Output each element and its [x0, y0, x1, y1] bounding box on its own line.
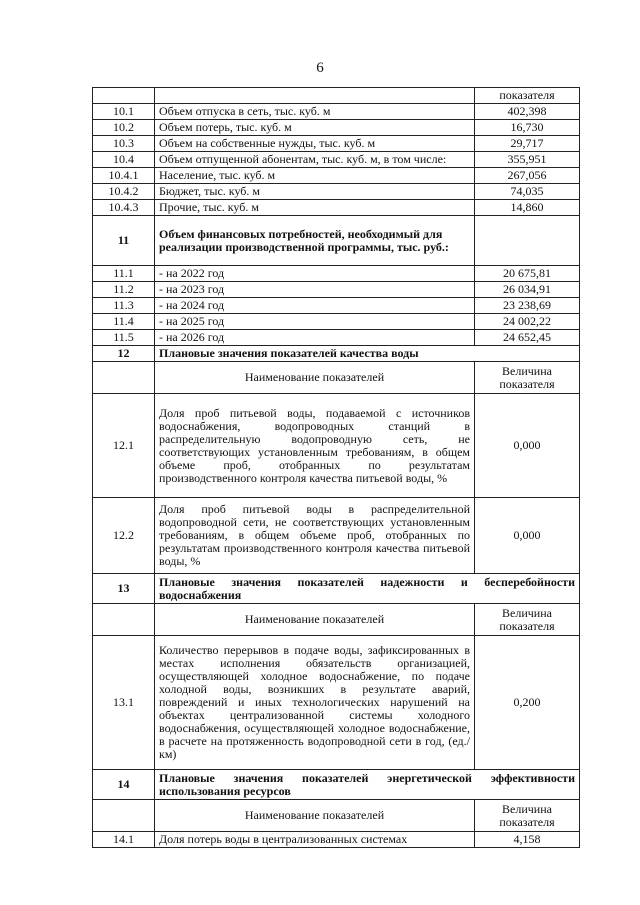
table-row: [93, 88, 580, 104]
row-value: 0,200: [475, 636, 580, 770]
row-number: 12.1: [93, 394, 155, 498]
row-name: - на 2025 год: [155, 314, 475, 330]
row-value: 24 652,45: [475, 330, 580, 346]
table-row: [93, 314, 580, 330]
page-number: 6: [316, 60, 324, 76]
row-name: Население, тыс. куб. м: [155, 168, 475, 184]
section-title: Плановые значения показателей качества воды: [155, 346, 580, 362]
row-value: 0,000: [475, 394, 580, 498]
row-number: 11.4: [93, 314, 155, 330]
section-number: 12: [93, 346, 155, 362]
value-header-continued: показателя: [475, 88, 580, 104]
table-row: [93, 394, 580, 498]
name-column-header: Наименование показателей: [155, 362, 475, 394]
indicators-table: [92, 87, 580, 848]
row-value: 74,035: [475, 184, 580, 200]
row-name: Объем отпущенной абонентам, тыс. куб. м, в том числе:: [155, 152, 475, 168]
row-number: 10.4.2: [93, 184, 155, 200]
table-row: [93, 168, 580, 184]
row-value: 355,951: [475, 152, 580, 168]
row-number: 12.2: [93, 498, 155, 574]
section-number: 11: [93, 216, 155, 266]
row-name: Объем потерь, тыс. куб. м: [155, 120, 475, 136]
section-row: [93, 216, 580, 266]
table-row: [93, 184, 580, 200]
row-name: Доля проб питьевой воды, подаваемой с источников водоснабжения, водопроводных станций в распределительную водопроводную сеть, не соответствующих установленным требованиям, в общем объеме проб, отобранных по результатам производственного контроля качества питьевой воды, %: [155, 394, 475, 498]
section-row: [93, 346, 580, 362]
table-row: [93, 266, 580, 282]
value-column-header: Величина показателя: [475, 800, 580, 832]
table-row: [93, 498, 580, 574]
row-value: 402,398: [475, 104, 580, 120]
section-number: 13: [93, 574, 155, 604]
row-number: 10.2: [93, 120, 155, 136]
row-name: - на 2024 год: [155, 298, 475, 314]
row-name: Бюджет, тыс. куб. м: [155, 184, 475, 200]
row-number: 10.4.3: [93, 200, 155, 216]
row-name: Количество перерывов в подаче воды, зафиксированных в местах исполнения обязательств организацией, осуществляющей холодное водоснабжение, по подаче холодной воды, возникших в результате аварий, повреждений и иных технологических нарушений на объектах централизованной системы холодного водоснабжения, осуществляющей холодное водоснабжение, в расчете на протяженность водопроводной сети в год, (ед./км): [155, 636, 475, 770]
row-value: 23 238,69: [475, 298, 580, 314]
row-name: - на 2023 год: [155, 282, 475, 298]
table-row: [93, 120, 580, 136]
row-value: 4,158: [475, 832, 580, 848]
value-column-header: Величина показателя: [475, 604, 580, 636]
column-header-row: [93, 800, 580, 832]
row-number: 11.1: [93, 266, 155, 282]
row-name: Прочие, тыс. куб. м: [155, 200, 475, 216]
row-value: 24 002,22: [475, 314, 580, 330]
table-row: [93, 330, 580, 346]
row-number: 11.3: [93, 298, 155, 314]
section-title: Объем финансовых потребностей, необходимый для реализации производственной программы, тыс. руб.:: [155, 216, 475, 266]
table-row: [93, 104, 580, 120]
section-row: [93, 574, 580, 604]
table-row: [93, 282, 580, 298]
row-number: 10.4.1: [93, 168, 155, 184]
row-number: 11.2: [93, 282, 155, 298]
row-number: 11.5: [93, 330, 155, 346]
row-number: 14.1: [93, 832, 155, 848]
name-column-header: Наименование показателей: [155, 800, 475, 832]
name-column-header: Наименование показателей: [155, 604, 475, 636]
row-name: - на 2026 год: [155, 330, 475, 346]
table-row: [93, 152, 580, 168]
section-title: Плановые значения показателей надежности и бесперебойности водоснабжения: [155, 574, 580, 604]
row-value: 26 034,91: [475, 282, 580, 298]
table-row: [93, 636, 580, 770]
table-row: [93, 832, 580, 848]
row-value: 16,730: [475, 120, 580, 136]
table-row: [93, 298, 580, 314]
value-column-header: Величина показателя: [475, 362, 580, 394]
column-header-row: [93, 604, 580, 636]
section-number: 14: [93, 770, 155, 800]
section-title: Плановые значения показателей энергетической эффективности использования ресурсов: [155, 770, 580, 800]
row-name: - на 2022 год: [155, 266, 475, 282]
row-value: 29,717: [475, 136, 580, 152]
table-row: [93, 200, 580, 216]
row-value: 0,000: [475, 498, 580, 574]
row-name: Доля проб питьевой воды в распределительной водопроводной сети, не соответствующих установленным требованиям, в общем объеме проб, отобранных по результатам производственного контроля качества питьевой воды, %: [155, 498, 475, 574]
section-row: [93, 770, 580, 800]
table-row: [93, 136, 580, 152]
row-number: 10.4: [93, 152, 155, 168]
row-value: 14,860: [475, 200, 580, 216]
row-value: 20 675,81: [475, 266, 580, 282]
row-name: Доля потерь воды в централизованных системах: [155, 832, 475, 848]
row-number: 10.3: [93, 136, 155, 152]
column-header-row: [93, 362, 580, 394]
row-name: Объем отпуска в сеть, тыс. куб. м: [155, 104, 475, 120]
row-number: 13.1: [93, 636, 155, 770]
row-name: Объем на собственные нужды, тыс. куб. м: [155, 136, 475, 152]
row-number: 10.1: [93, 104, 155, 120]
row-value: 267,056: [475, 168, 580, 184]
